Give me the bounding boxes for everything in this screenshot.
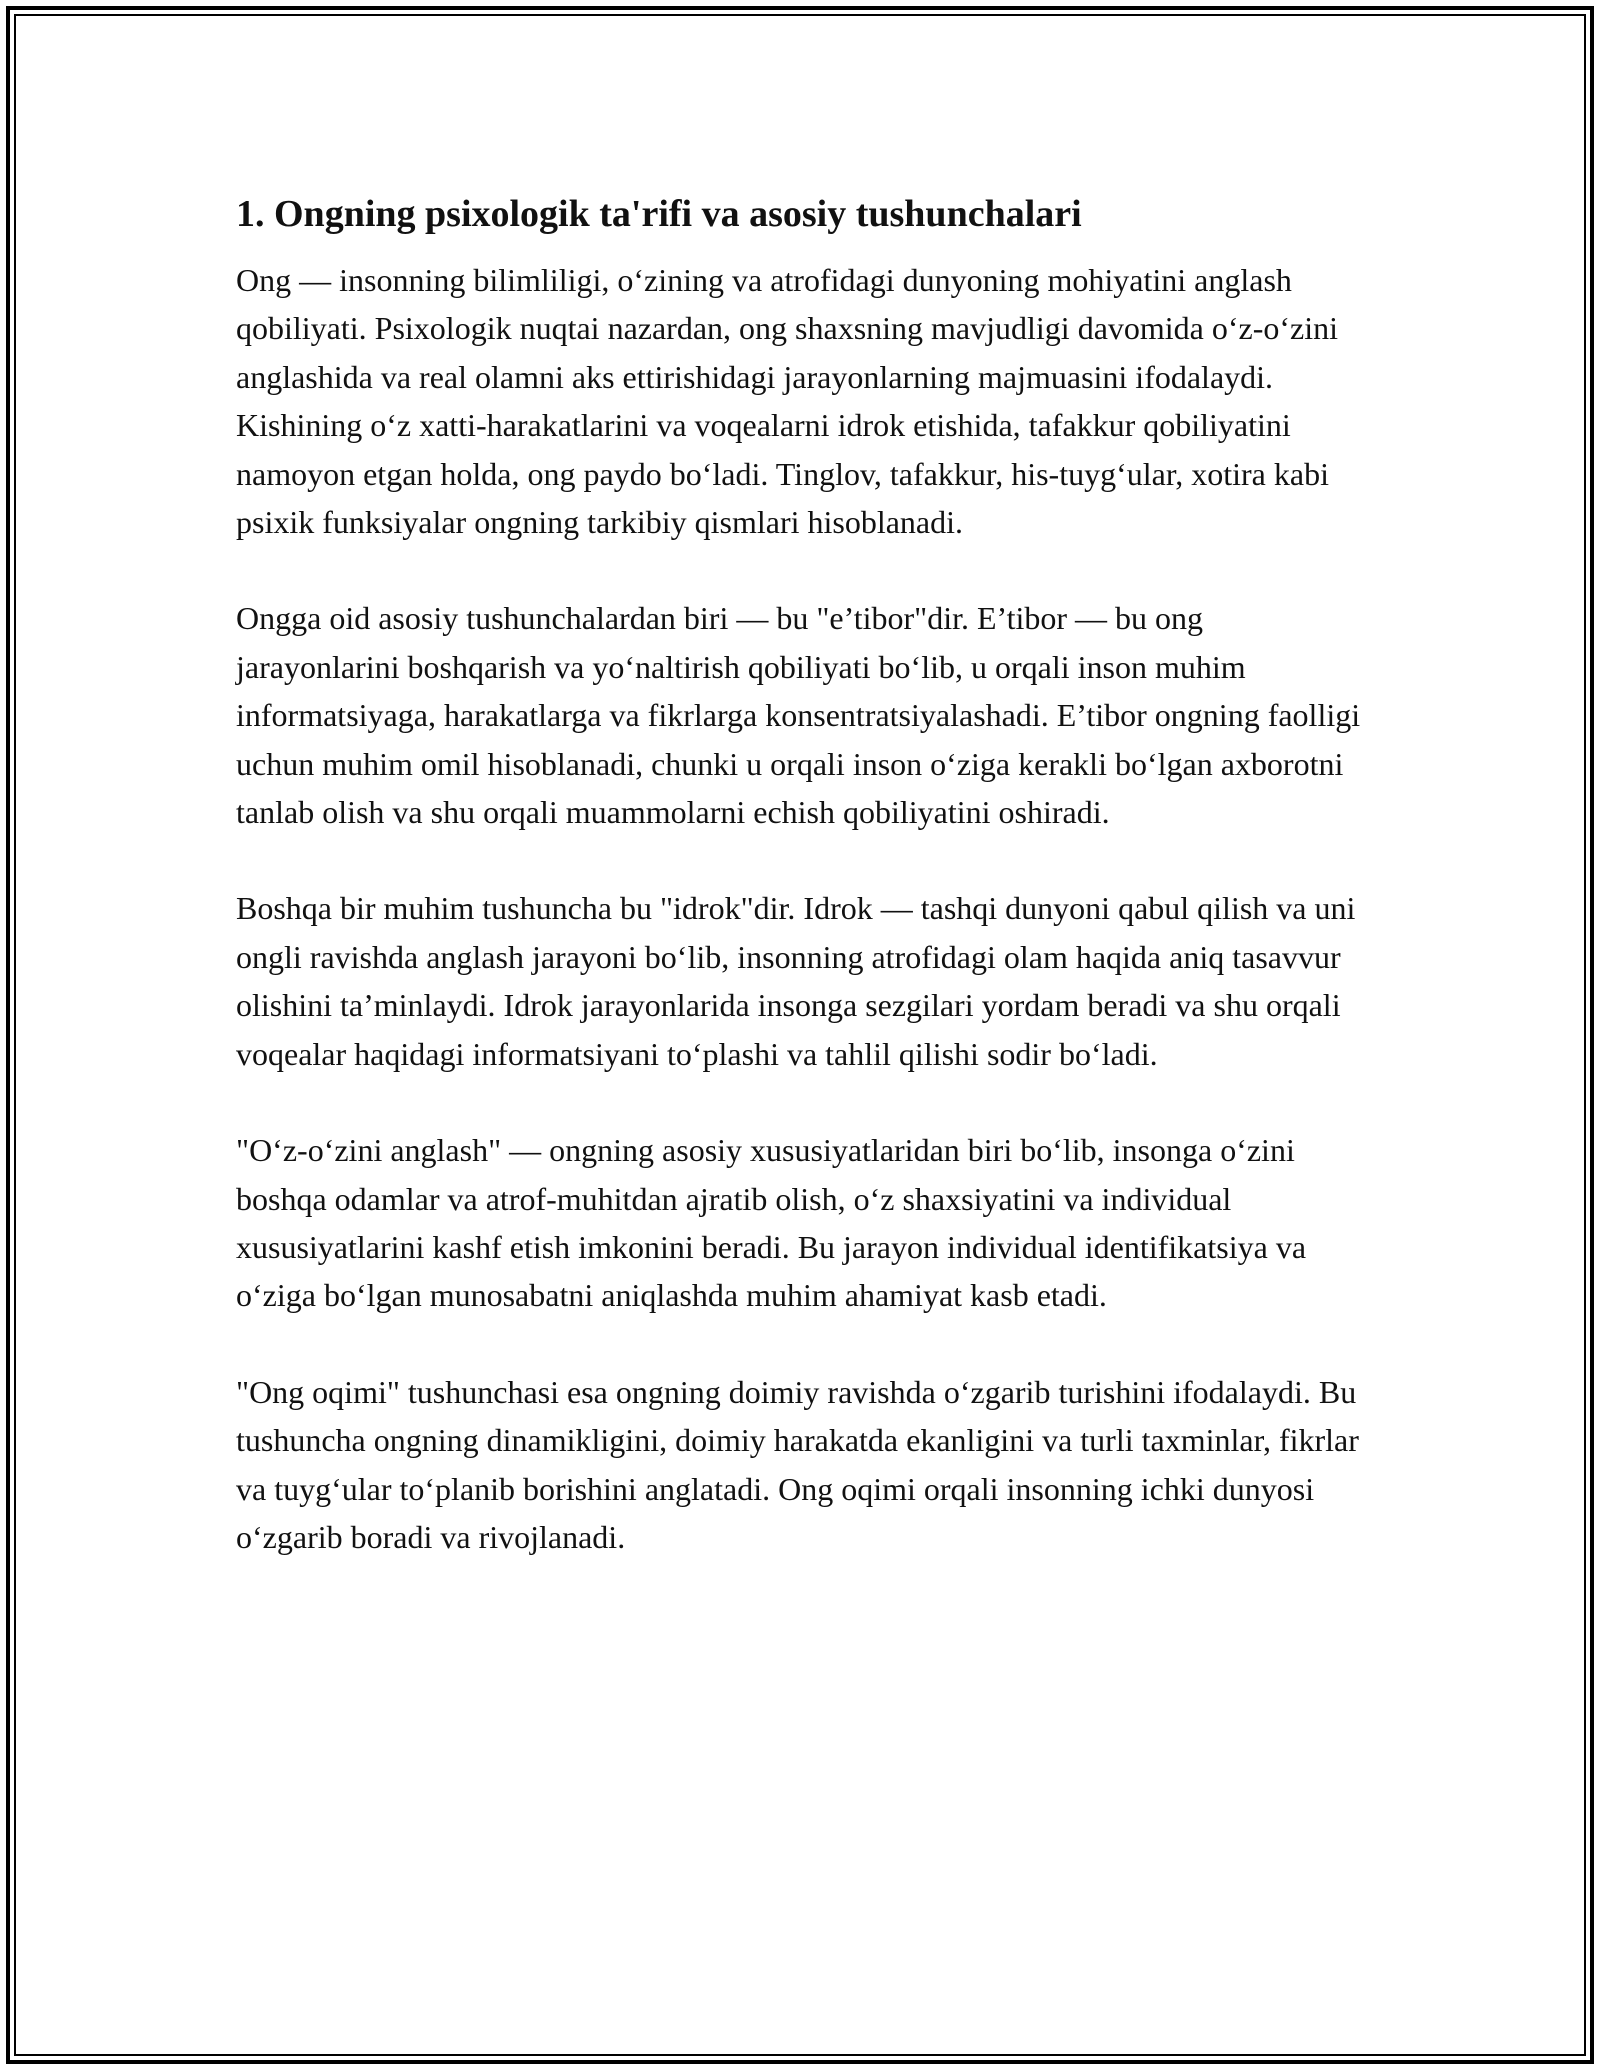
section-heading: 1. Ongning psixologik ta'rifi va asosiy tushunchalari (236, 193, 1082, 235)
paragraph-etibor: Ongga oid asosiy tushunchalardan biri — bu "e’tibor"dir. E’tibor — bu ong jarayonlarini boshqarish va yo‘naltirish qobiliyati bo‘lib, u orqali inson muhim informatsiyaga, harakatlarga va fikrlarga konsentratsiyalashadi. E’tibor ongning faolligi uchun muhim omil hisoblanadi, chunki u orqali inson o‘ziga kerakli bo‘lgan axborotni tanlab olish va shu orqali muammolarni echish qobiliyatini oshiradi. (236, 600, 1361, 831)
paragraph-oz-ozini-anglash: "O‘z-o‘zini anglash" — ongning asosiy xususiyatlaridan biri bo‘lib, insonga o‘zini boshqa odamlar va atrof-muhitdan ajratib olish, o‘z shaxsiyatini va individual xususiyatlarini kashf etish imkonini beradi. Bu jarayon individual identifikatsiya va o‘ziga bo‘lgan munosabatni aniqlashda muhim ahamiyat kasb etadi. (236, 1132, 1307, 1314)
paragraph-ong-definition: Ong — insonning bilimliligi, o‘zining va atrofidagi dunyoning mohiyatini anglash qobiliyati. Psixologik nuqtai nazardan, ong shaxsning mavjudligi davomida o‘z-o‘zini anglashida va real olamni aks ettirishidagi jarayonlarning majmuasini ifodalaydi. Kishining o‘z xatti-harakatlarini va voqealarni idrok etishida, tafakkur qobiliyatini namoyon etgan holda, ong paydo bo‘ladi. Tinglov, tafakkur, his-tuyg‘ular, xotira kabi psixik funksiyalar ongning tarkibiy qismlari hisoblanadi. (236, 262, 1339, 541)
paragraph-ong-oqimi: "Ong oqimi" tushunchasi esa ongning doimiy ravishda o‘zgarib turishini ifodalaydi. Bu tushuncha ongning dinamikligini, doimiy harakatda ekanligini va turli taxminlar, fikrlar va tuyg‘ular to‘planib borishini anglatadi. Ong oqimi orqali insonning ichki dunyosi o‘zgarib boradi va rivojlanadi. (236, 1373, 1359, 1555)
document-page (236, 186, 1366, 1609)
paragraph-idrok: Boshqa bir muhim tushuncha bu "idrok"dir. Idrok — tashqi dunyoni qabul qilish va uni ongli ravishda anglash jarayoni bo‘lib, insonning atrofidagi olam haqida aniq tasavvur olishini ta’minlaydi. Idrok jarayonlarida insonga sezgilari yordam beradi va shu orqali voqealar haqidagi informatsiyani to‘plashi va tahlil qilishi sodir bo‘ladi. (236, 890, 1356, 1072)
